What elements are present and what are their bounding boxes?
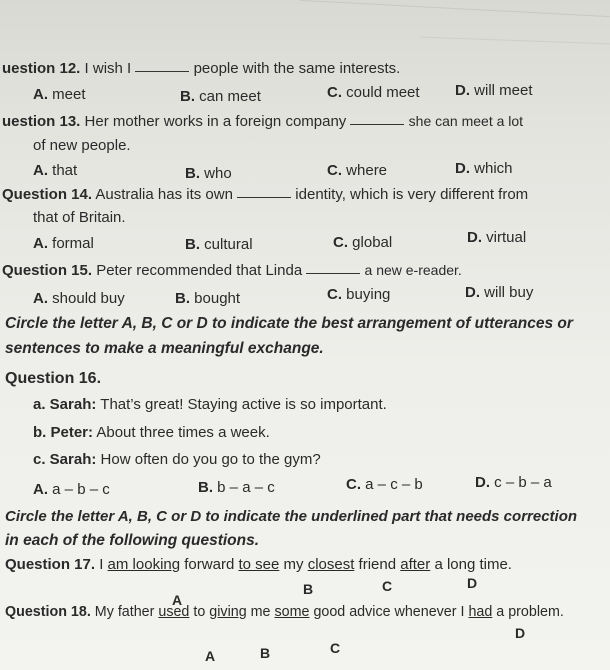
q12-option-b[interactable]: B. can meet [180,88,261,105]
question-label: Question 18. [5,604,91,620]
question-label: uestion 12. [2,60,81,77]
q13-option-d[interactable]: D. which [455,160,513,177]
q13-option-a[interactable]: A. that [33,162,78,179]
q13-option-b[interactable]: B. who [185,165,232,182]
question-label: Question 15. [2,262,93,279]
q16-option-a[interactable]: A. a – b – c [33,481,110,498]
underlined-part-a[interactable]: used [158,604,190,620]
part-label-a: A [172,592,183,608]
dialogue-line: a. Sarah: That’s great! Staying active is so important. [33,396,387,413]
question-label: Question 14. [2,186,93,203]
q16-option-b[interactable]: B. b – a – c [198,479,275,496]
q16-option-c[interactable]: C. a – c – b [346,476,423,493]
instruction-correction-line2: in each of the following questions. [5,532,260,549]
part-label-d: D [467,575,478,591]
part-label-a: A [205,648,216,664]
question-13-stem: uestion 13. Her mother works in a foreign company she can meet a lot [2,113,524,130]
underlined-part-d[interactable]: had [468,604,493,620]
instruction-correction: Circle the letter A, B, C or D to indicate the underlined part that needs correction [5,508,578,525]
question-17-stem: Question 17. I am looking forward to see my closest friend after a long time. [5,556,512,573]
q12-option-d[interactable]: D. will meet [455,82,533,99]
q15-option-b[interactable]: B. bought [175,290,241,307]
question-18-stem: Question 18. My father used to giving me some good advice whenever I had a problem. [5,604,564,620]
dialogue-line: b. Peter: About three times a week. [33,424,270,441]
q15-option-a[interactable]: A. should buy [33,290,125,307]
answer-blank [306,272,360,274]
q12-option-c[interactable]: C. could meet [327,84,420,101]
q13-option-c[interactable]: C. where [327,162,388,179]
answer-blank [350,123,404,125]
underlined-part-a[interactable]: am looking [107,556,181,573]
question-16-label: Question 16. [5,370,102,387]
page-edge-line [300,0,610,17]
question-13-stem-line2: of new people. [33,137,131,154]
question-12-stem: uestion 12. I wish I people with the same interests. [2,60,401,77]
question-label: Question 17. [5,556,96,573]
part-label-d: D [515,625,526,641]
question-14-stem-line2: that of Britain. [33,209,126,226]
underlined-part-c[interactable]: closest [307,556,355,573]
instruction-arrangement: Circle the letter A, B, C or D to indicate the best arrangement of utterances or [5,315,573,332]
q15-option-c[interactable]: C. buying [327,286,391,303]
underlined-part-c[interactable]: some [274,604,310,620]
instruction-arrangement-line2: sentences to make a meaningful exchange. [5,340,324,357]
dialogue-line: c. Sarah: How often do you go to the gym? [33,451,321,468]
underlined-part-d[interactable]: after [400,556,431,573]
q14-option-c[interactable]: C. global [333,234,393,251]
q14-option-a[interactable]: A. formal [33,235,94,252]
question-15-stem: Question 15. Peter recommended that Linda a new e-reader. [2,262,462,279]
q16-option-d[interactable]: D. c – b – a [475,474,552,491]
question-14-stem: Question 14. Australia has its own identity, which is very different from [2,186,529,203]
q14-option-d[interactable]: D. virtual [467,229,527,246]
underlined-part-b[interactable]: to see [238,556,280,573]
q15-option-d[interactable]: D. will buy [465,284,534,301]
part-label-b: B [303,581,314,597]
part-label-c: C [382,578,393,594]
question-label: uestion 13. [2,113,81,130]
page-edge-line [420,37,610,45]
underlined-part-b[interactable]: giving [209,604,247,620]
q12-option-a[interactable]: A. meet [33,86,86,103]
answer-blank [135,70,189,72]
answer-blank [237,196,291,198]
part-label-b: B [260,645,271,661]
q14-option-b[interactable]: B. cultural [185,236,253,253]
part-label-c: C [330,640,341,656]
